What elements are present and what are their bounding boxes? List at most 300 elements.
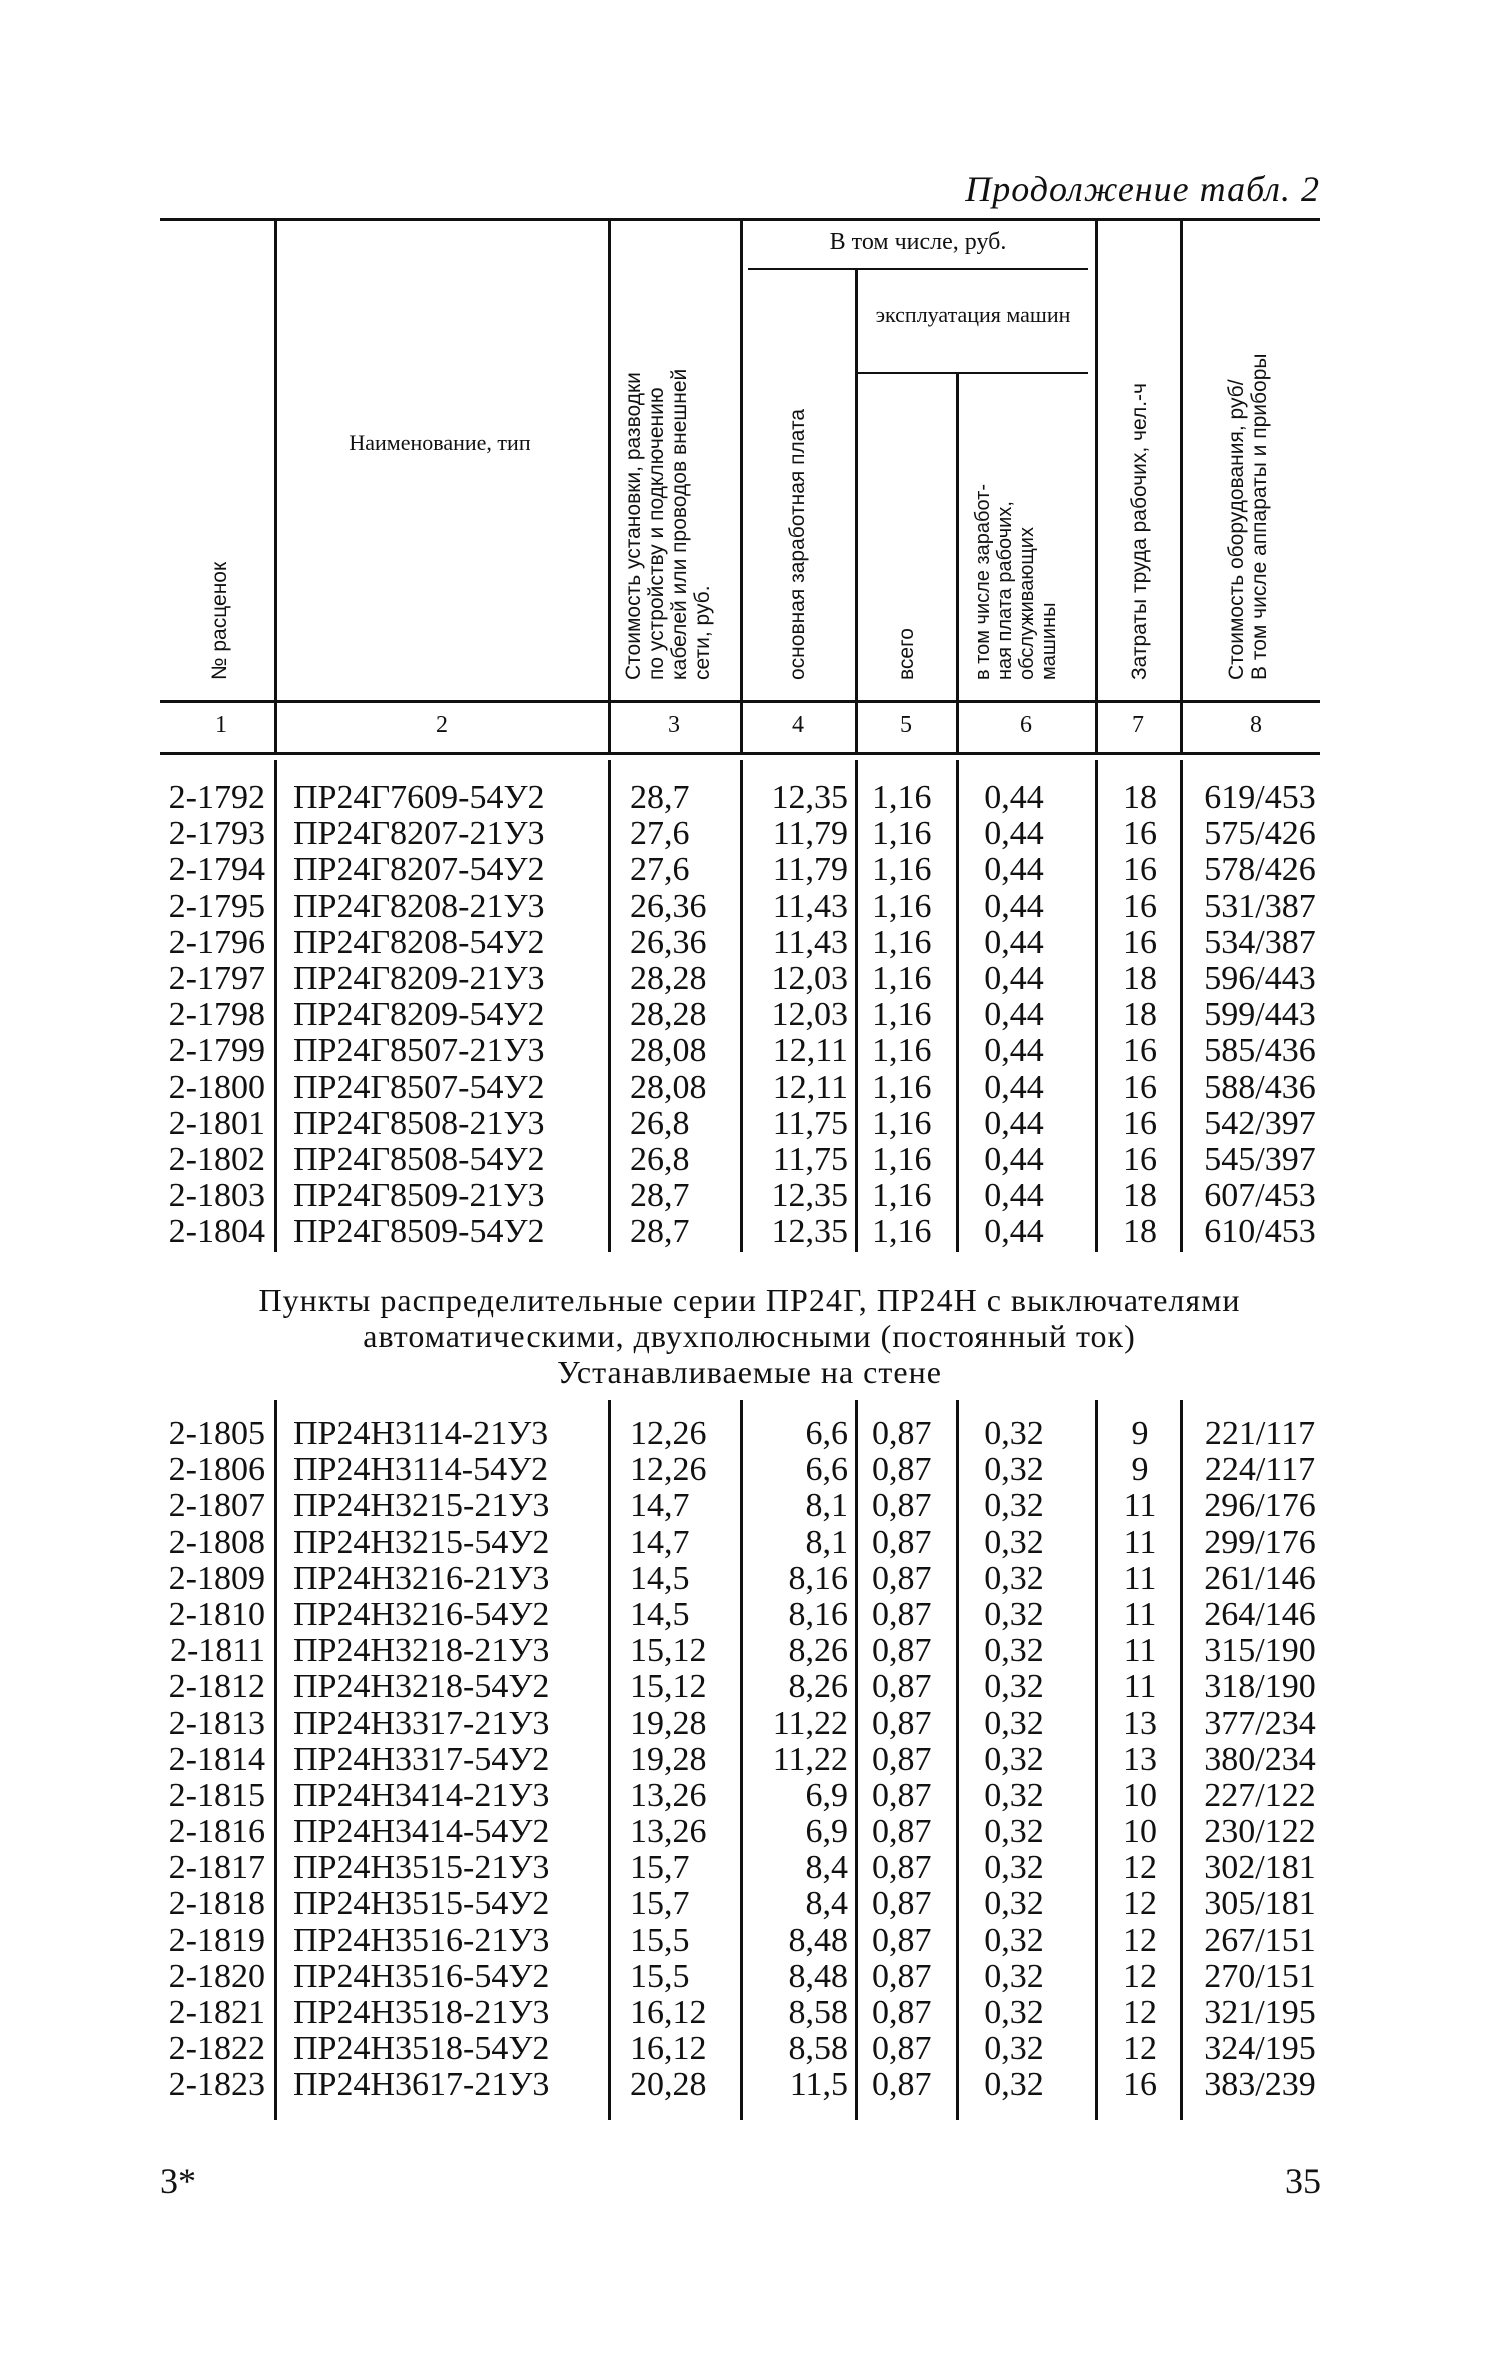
machine-total: 1,16 (872, 923, 932, 961)
item-name: ПР24Н3317-21У3 (293, 1704, 550, 1742)
table-row (0, 1452, 1499, 1488)
machine-total: 0,87 (872, 1776, 932, 1814)
col-num-6: 6 (1020, 712, 1032, 738)
machine-wage: 0,44 (984, 996, 1044, 1034)
base-wage: 6,9 (805, 1813, 848, 1851)
table-row (0, 1070, 1499, 1106)
base-wage: 8,58 (788, 1994, 848, 2031)
machine-total: 0,87 (872, 1668, 932, 1706)
install-cost: 28,7 (630, 1213, 690, 1251)
header-col8-line2: В том числе аппараты и приборы (1248, 353, 1271, 680)
base-wage: 8,16 (788, 1559, 848, 1597)
install-cost: 19,28 (630, 1740, 707, 1778)
table-row (0, 1214, 1499, 1250)
base-wage: 11,5 (789, 2066, 848, 2104)
base-wage: 11,79 (772, 815, 848, 853)
header-col3-line4: сети, руб. (691, 585, 714, 680)
rate-number: 2-1813 (168, 1704, 265, 1742)
header-col6-line4: машины (1038, 602, 1060, 680)
table-body-1 (0, 780, 1499, 1250)
labor-hours: 16 (1123, 923, 1157, 961)
table-row (0, 1778, 1499, 1814)
machine-total: 1,16 (872, 1068, 932, 1106)
install-cost: 15,5 (630, 1957, 690, 1995)
item-name: ПР24Г8207-21У3 (293, 815, 545, 853)
install-cost: 14,5 (630, 1595, 690, 1633)
labor-hours: 18 (1123, 959, 1157, 997)
install-cost: 28,7 (630, 779, 690, 816)
header-col3-line1: Стоимость установки, разводки (622, 372, 645, 680)
item-name: ПР24Н3414-54У2 (293, 1813, 550, 1851)
col-divider-4 (855, 270, 858, 754)
rate-number: 2-1800 (168, 1068, 265, 1106)
header-group-rule (748, 268, 1088, 270)
install-cost: 26,8 (630, 1140, 690, 1178)
machine-wage: 0,32 (984, 1451, 1044, 1489)
section-title-line1: Пункты распределительные серии ПР24Г, ПР24Н с выключателями (258, 1282, 1241, 1318)
col-divider-3 (740, 220, 743, 754)
item-name: ПР24Н3518-54У2 (293, 2030, 550, 2068)
labor-hours: 18 (1123, 996, 1157, 1034)
machine-wage: 0,44 (984, 851, 1044, 889)
labor-hours: 18 (1123, 779, 1157, 816)
machine-total: 0,87 (872, 1523, 932, 1561)
labor-hours: 11 (1123, 1559, 1157, 1597)
equipment-cost: 221/117 (1204, 1415, 1316, 1452)
rate-number: 2-1799 (168, 1032, 265, 1070)
labor-hours: 16 (1123, 815, 1157, 853)
base-wage: 11,79 (772, 851, 848, 889)
base-wage: 8,58 (788, 2030, 848, 2068)
item-name: ПР24Н3216-21У3 (293, 1559, 550, 1597)
machine-total: 1,16 (872, 996, 932, 1034)
equipment-cost: 230/122 (1204, 1813, 1316, 1851)
labor-hours: 9 (1131, 1451, 1149, 1489)
table-row (0, 2031, 1499, 2067)
install-cost: 28,7 (630, 1177, 690, 1215)
equipment-cost: 321/195 (1204, 1994, 1316, 2031)
labor-hours: 16 (1123, 887, 1157, 925)
item-name: ПР24Н3216-54У2 (293, 1595, 550, 1633)
machine-total: 0,87 (872, 2030, 932, 2068)
base-wage: 8,1 (805, 1487, 848, 1525)
machine-total: 0,87 (872, 2066, 932, 2104)
equipment-cost: 380/234 (1204, 1740, 1316, 1778)
equipment-cost: 305/181 (1204, 1885, 1316, 1923)
rate-number: 2-1822 (168, 2030, 265, 2068)
machine-wage: 0,32 (984, 1885, 1044, 1923)
header-col6-line2: ная плата рабочих, (994, 501, 1016, 680)
col-num-1: 1 (215, 712, 227, 738)
labor-hours: 12 (1123, 2030, 1157, 2068)
machine-wage: 0,32 (984, 1632, 1044, 1670)
machine-total: 0,87 (872, 1704, 932, 1742)
equipment-cost: 318/190 (1204, 1668, 1316, 1706)
labor-hours: 12 (1123, 1994, 1157, 2031)
machine-total: 0,87 (872, 1921, 932, 1959)
col-divider-2 (608, 220, 611, 754)
machine-wage: 0,44 (984, 1140, 1044, 1178)
equipment-cost: 315/190 (1204, 1632, 1316, 1670)
item-name: ПР24Н3218-54У2 (293, 1668, 550, 1706)
col-divider-7 (1180, 220, 1183, 754)
labor-hours: 18 (1123, 1177, 1157, 1215)
labor-hours: 18 (1123, 1213, 1157, 1251)
item-name: ПР24Г8208-21У3 (293, 887, 545, 925)
machine-wage: 0,44 (984, 887, 1044, 925)
header-group: В том числе, руб. (829, 229, 1007, 255)
machine-wage: 0,32 (984, 1704, 1044, 1742)
labor-hours: 10 (1123, 1776, 1157, 1814)
rate-number: 2-1818 (168, 1885, 265, 1923)
item-name: ПР24Н3317-54У2 (293, 1740, 550, 1778)
table-row (0, 1488, 1499, 1524)
base-wage: 8,16 (788, 1595, 848, 1633)
equipment-cost: 607/453 (1204, 1177, 1316, 1215)
item-name: ПР24Н3114-21У3 (293, 1415, 549, 1452)
table-row (0, 1669, 1499, 1705)
equipment-cost: 531/387 (1204, 887, 1316, 925)
install-cost: 28,08 (630, 1068, 707, 1106)
header-col3-line2: по устройству и подключению (645, 387, 668, 680)
equipment-cost: 302/181 (1204, 1849, 1316, 1887)
equipment-cost: 324/195 (1204, 2030, 1316, 2068)
table-row (0, 1597, 1499, 1633)
section-title (0, 1282, 1499, 1390)
table-row (0, 925, 1499, 961)
item-name: ПР24Н3515-21У3 (293, 1849, 550, 1887)
base-wage: 11,22 (772, 1704, 848, 1742)
base-wage: 11,75 (772, 1140, 848, 1178)
table-body-2 (0, 1416, 1499, 2104)
base-wage: 8,26 (788, 1632, 848, 1670)
equipment-cost: 619/453 (1204, 779, 1316, 816)
equipment-cost: 545/397 (1204, 1140, 1316, 1178)
col-num-4: 4 (792, 712, 804, 738)
machine-total: 1,16 (872, 1213, 932, 1251)
install-cost: 14,5 (630, 1559, 690, 1597)
install-cost: 13,26 (630, 1776, 707, 1814)
section-title-line2: автоматическими, двухполюсными (постоянный ток) (363, 1318, 1136, 1354)
install-cost: 27,6 (630, 851, 690, 889)
item-name: ПР24Г8209-54У2 (293, 996, 545, 1034)
machine-wage: 0,32 (984, 1523, 1044, 1561)
labor-hours: 16 (1123, 1104, 1157, 1142)
item-name: ПР24Н3515-54У2 (293, 1885, 550, 1923)
machine-wage: 0,44 (984, 815, 1044, 853)
item-name: ПР24Н3516-54У2 (293, 1957, 550, 1995)
labor-hours: 11 (1123, 1523, 1157, 1561)
machine-wage: 0,44 (984, 1068, 1044, 1106)
machine-wage: 0,32 (984, 1415, 1044, 1452)
labor-hours: 12 (1123, 1849, 1157, 1887)
machine-total: 1,16 (872, 887, 932, 925)
table-row (0, 1706, 1499, 1742)
equipment-cost: 270/151 (1204, 1957, 1316, 1995)
install-cost: 15,12 (630, 1668, 707, 1706)
table-row (0, 1742, 1499, 1778)
table-row (0, 816, 1499, 852)
col-divider-6 (1095, 220, 1098, 754)
base-wage: 12,11 (772, 1068, 848, 1106)
header-col3-line3: кабелей или проводов внешней (668, 368, 691, 680)
labor-hours: 12 (1123, 1885, 1157, 1923)
base-wage: 8,1 (805, 1523, 848, 1561)
item-name: ПР24Н3518-21У3 (293, 1994, 550, 2031)
machine-total: 0,87 (872, 1849, 932, 1887)
labor-hours: 11 (1123, 1632, 1157, 1670)
machine-total: 0,87 (872, 1885, 932, 1923)
install-cost: 14,7 (630, 1487, 690, 1525)
install-cost: 15,12 (630, 1632, 707, 1670)
table-row (0, 852, 1499, 888)
equipment-cost: 377/234 (1204, 1704, 1316, 1742)
labor-hours: 11 (1123, 1668, 1157, 1706)
base-wage: 11,43 (772, 887, 848, 925)
machine-total: 1,16 (872, 959, 932, 997)
item-name: ПР24Н3218-21У3 (293, 1632, 550, 1670)
rate-number: 2-1798 (168, 996, 265, 1034)
machine-total: 0,87 (872, 1740, 932, 1778)
machine-wage: 0,44 (984, 1032, 1044, 1070)
col-divider-1 (274, 220, 277, 754)
rate-number: 2-1817 (168, 1849, 265, 1887)
rate-number: 2-1810 (168, 1595, 265, 1633)
machine-wage: 0,32 (984, 2030, 1044, 2068)
base-wage: 6,6 (805, 1415, 848, 1452)
col-divider-5 (956, 374, 959, 754)
col-num-3: 3 (668, 712, 680, 738)
col-num-5: 5 (900, 712, 912, 738)
header-col3 (622, 369, 714, 680)
rate-number: 2-1808 (168, 1523, 265, 1561)
base-wage: 8,4 (805, 1885, 848, 1923)
equipment-cost: 578/426 (1204, 851, 1316, 889)
machine-total: 1,16 (872, 1177, 932, 1215)
machine-wage: 0,44 (984, 1177, 1044, 1215)
table-row (0, 889, 1499, 925)
section-title-line3: Устанавливаемые на стене (557, 1354, 942, 1390)
install-cost: 16,12 (630, 2030, 707, 2068)
machine-wage: 0,44 (984, 779, 1044, 816)
rate-number: 2-1812 (168, 1668, 265, 1706)
machine-total: 0,87 (872, 1487, 932, 1525)
labor-hours: 16 (1123, 1140, 1157, 1178)
item-name: ПР24Г7609-54У2 (293, 779, 545, 816)
rate-number: 2-1821 (168, 1994, 265, 2031)
rate-number: 2-1815 (168, 1776, 265, 1814)
header-col5: всего (895, 628, 918, 680)
col-num-2: 2 (436, 712, 448, 738)
machine-wage: 0,44 (984, 1213, 1044, 1251)
machine-total: 1,16 (872, 1140, 932, 1178)
item-name: ПР24Н3114-54У2 (293, 1451, 549, 1489)
rate-number: 2-1807 (168, 1487, 265, 1525)
install-cost: 12,26 (630, 1415, 707, 1452)
machine-wage: 0,32 (984, 1595, 1044, 1633)
rate-number: 2-1804 (168, 1213, 265, 1251)
machine-wage: 0,44 (984, 923, 1044, 961)
labor-hours: 16 (1123, 1068, 1157, 1106)
machine-total: 0,87 (872, 1451, 932, 1489)
equipment-cost: 264/146 (1204, 1595, 1316, 1633)
machine-wage: 0,32 (984, 1559, 1044, 1597)
machine-wage: 0,32 (984, 2066, 1044, 2104)
table-row (0, 1886, 1499, 1922)
install-cost: 12,26 (630, 1451, 707, 1489)
labor-hours: 11 (1123, 1595, 1157, 1633)
rate-number: 2-1806 (168, 1451, 265, 1489)
rate-number: 2-1805 (168, 1415, 265, 1452)
item-name: ПР24Г8207-54У2 (293, 851, 545, 889)
equipment-cost: 299/176 (1204, 1523, 1316, 1561)
machine-wage: 0,32 (984, 1813, 1044, 1851)
equipment-cost: 585/436 (1204, 1032, 1316, 1070)
install-cost: 26,8 (630, 1104, 690, 1142)
rate-number: 2-1816 (168, 1813, 265, 1851)
machine-total: 0,87 (872, 1632, 932, 1670)
equipment-cost: 224/117 (1204, 1451, 1316, 1489)
base-wage: 11,75 (772, 1104, 848, 1142)
table-row (0, 1106, 1499, 1142)
machine-total: 1,16 (872, 815, 932, 853)
base-wage: 12,03 (771, 996, 848, 1034)
header-col6-line3: обслуживающих (1016, 527, 1038, 680)
equipment-cost: 610/453 (1204, 1213, 1316, 1251)
machine-total: 0,87 (872, 1813, 932, 1851)
install-cost: 14,7 (630, 1523, 690, 1561)
equipment-cost: 534/387 (1204, 923, 1316, 961)
install-cost: 26,36 (630, 887, 707, 925)
item-name: ПР24Г8509-21У3 (293, 1177, 545, 1215)
item-name: ПР24Н3215-54У2 (293, 1523, 550, 1561)
install-cost: 15,5 (630, 1921, 690, 1959)
labor-hours: 10 (1123, 1813, 1157, 1851)
item-name: ПР24Г8508-54У2 (293, 1140, 545, 1178)
base-wage: 6,6 (805, 1451, 848, 1489)
machine-wage: 0,44 (984, 959, 1044, 997)
labor-hours: 9 (1131, 1415, 1149, 1452)
rate-number: 2-1819 (168, 1921, 265, 1959)
install-cost: 28,28 (630, 996, 707, 1034)
machine-total: 0,87 (872, 1415, 932, 1452)
base-wage: 6,9 (805, 1776, 848, 1814)
item-name: ПР24Г8209-21У3 (293, 959, 545, 997)
table-row (0, 1995, 1499, 2031)
base-wage: 8,48 (788, 1957, 848, 1995)
item-name: ПР24Г8508-21У3 (293, 1104, 545, 1142)
labor-hours: 13 (1123, 1740, 1157, 1778)
rate-number: 2-1823 (168, 2066, 265, 2104)
machine-total: 1,16 (872, 1032, 932, 1070)
machine-wage: 0,32 (984, 1487, 1044, 1525)
install-cost: 27,6 (630, 815, 690, 853)
header-col8-line1: Стоимость оборудования, руб/ (1225, 379, 1248, 680)
header-col2: Наименование, тип (349, 430, 531, 455)
install-cost: 28,08 (630, 1032, 707, 1070)
equipment-cost: 588/436 (1204, 1068, 1316, 1106)
machine-total: 1,16 (872, 1104, 932, 1142)
item-name: ПР24Г8507-54У2 (293, 1068, 545, 1106)
rate-number: 2-1793 (168, 815, 265, 853)
page-number: 35 (1285, 2161, 1321, 2201)
install-cost: 15,7 (630, 1885, 690, 1923)
machine-wage: 0,32 (984, 1668, 1044, 1706)
machine-total: 0,87 (872, 1559, 932, 1597)
labor-hours: 12 (1123, 1957, 1157, 1995)
rate-number: 2-1797 (168, 959, 265, 997)
table-row (0, 1178, 1499, 1214)
base-wage: 11,22 (772, 1740, 848, 1778)
machine-total: 1,16 (872, 779, 932, 816)
equipment-cost: 267/151 (1204, 1921, 1316, 1959)
header-col8 (1225, 354, 1271, 680)
equipment-cost: 599/443 (1204, 996, 1316, 1034)
header-subgroup-rule (856, 372, 1088, 374)
table-row (0, 1850, 1499, 1886)
item-name: ПР24Г8208-54У2 (293, 923, 545, 961)
table-row (0, 1959, 1499, 1995)
rate-number: 2-1803 (168, 1177, 265, 1215)
item-name: ПР24Н3215-21У3 (293, 1487, 550, 1525)
install-cost: 13,26 (630, 1813, 707, 1851)
equipment-cost: 227/122 (1204, 1776, 1316, 1814)
table-row (0, 780, 1499, 816)
item-name: ПР24Г8509-54У2 (293, 1213, 545, 1251)
machine-wage: 0,32 (984, 1921, 1044, 1959)
equipment-cost: 261/146 (1204, 1559, 1316, 1597)
machine-total: 0,87 (872, 1957, 932, 1995)
install-cost: 19,28 (630, 1704, 707, 1742)
table-row (0, 1814, 1499, 1850)
item-name: ПР24Г8507-21У3 (293, 1032, 545, 1070)
col-num-8: 8 (1250, 712, 1262, 738)
item-name: ПР24Н3617-21У3 (293, 2066, 550, 2104)
labor-hours: 16 (1123, 851, 1157, 889)
labor-hours: 11 (1123, 1487, 1157, 1525)
base-wage: 8,4 (805, 1849, 848, 1887)
machine-wage: 0,32 (984, 1994, 1044, 2031)
header-col6 (972, 484, 1060, 680)
col-num-7: 7 (1132, 712, 1144, 738)
equipment-cost: 383/239 (1204, 2066, 1316, 2104)
base-wage: 12,35 (771, 779, 848, 816)
base-wage: 11,43 (772, 923, 848, 961)
machine-wage: 0,32 (984, 1776, 1044, 1814)
labor-hours: 13 (1123, 1704, 1157, 1742)
header-col6-line1: в том числе заработ- (972, 484, 994, 680)
labor-hours: 16 (1123, 1032, 1157, 1070)
machine-wage: 0,32 (984, 1740, 1044, 1778)
base-wage: 8,48 (788, 1921, 848, 1959)
machine-total: 0,87 (872, 1595, 932, 1633)
rate-number: 2-1796 (168, 923, 265, 961)
base-wage: 12,03 (771, 959, 848, 997)
machine-total: 1,16 (872, 851, 932, 889)
rate-number: 2-1802 (168, 1140, 265, 1178)
machine-wage: 0,44 (984, 1104, 1044, 1142)
base-wage: 12,35 (771, 1213, 848, 1251)
install-cost: 16,12 (630, 1994, 707, 2031)
labor-hours: 12 (1123, 1921, 1157, 1959)
header-col7: Затраты труда рабочих, чел.-ч (1128, 383, 1151, 680)
item-name: ПР24Н3516-21У3 (293, 1921, 550, 1959)
install-cost: 28,28 (630, 959, 707, 997)
rate-number: 2-1801 (168, 1104, 265, 1142)
rate-number: 2-1814 (168, 1740, 265, 1778)
table-row (0, 1923, 1499, 1959)
table-row (0, 961, 1499, 997)
